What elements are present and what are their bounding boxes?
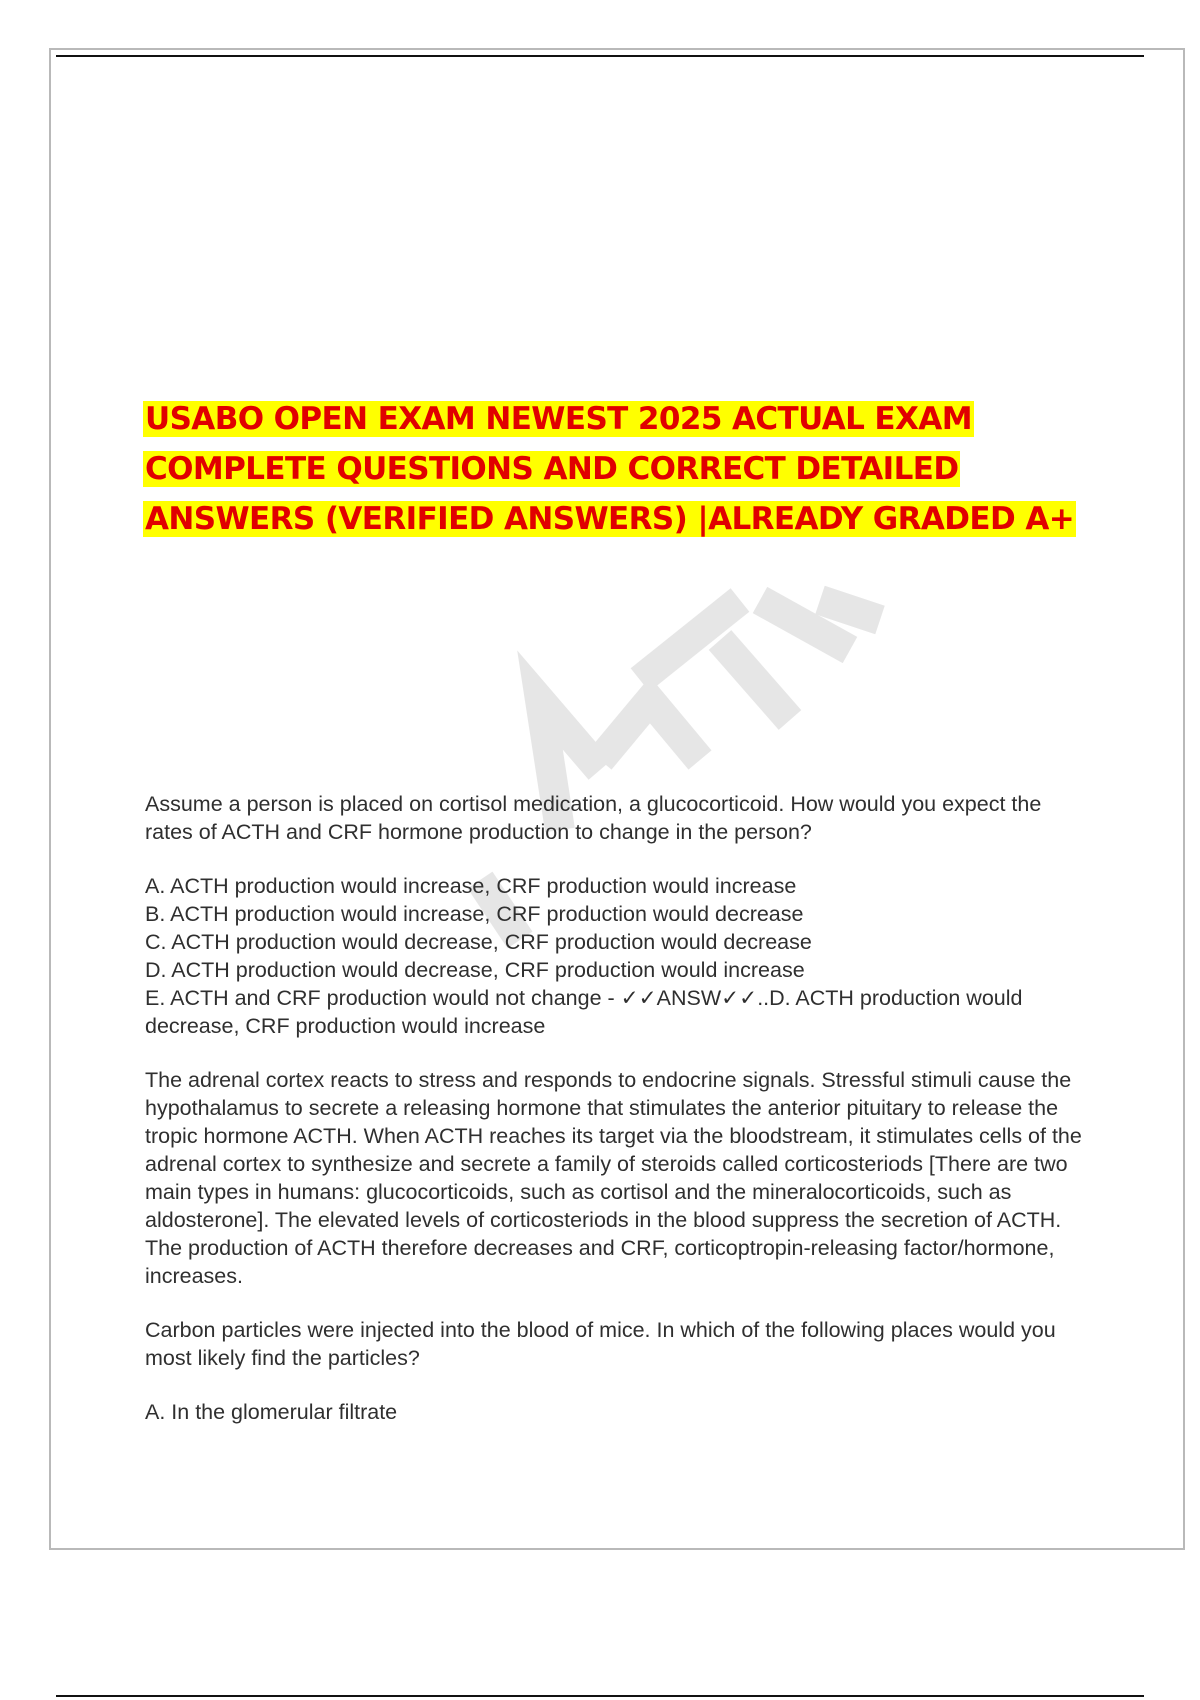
top-rule [56, 55, 1144, 57]
question-1-explanation: The adrenal cortex reacts to stress and responds to endocrine signals. Stressful stimuli cause the hypothalamus to secrete a releasing hormone that stimulates the anterior pituitary to release the tropic hormone ACTH. When ACTH reaches its target via the bloodstream, it stimulates cells of the adrenal cortex to synthesize and secrete a family of steroids called corticosteriods [There are two main types in humans: glucocorticoids, such as cortisol and the mineralocorticoids, such as aldosterone]. The elevated levels of corticosteriods in the blood suppress the secretion of ACTH. The production of ACTH therefore decreases and CRF, corticoptropin-releasing factor/hormone, increases. [145, 1068, 1082, 1288]
question-2-option-a: A. In the glomerular filtrate [145, 1400, 398, 1424]
title-highlight: USABO OPEN EXAM NEWEST 2025 ACTUAL EXAM COMPLETE QUESTIONS AND CORRECT DETAILED ANSWERS (VERIFIED ANSWERS) |ALREADY GRADED A+ [145, 401, 1075, 537]
document-body [145, 790, 1095, 1452]
bottom-rule [56, 1695, 1144, 1697]
question-1-option-d: D. ACTH production would decrease, CRF production would increase [145, 958, 805, 982]
question-1-option-b: B. ACTH production would increase, CRF production would decrease [145, 902, 804, 926]
question-1-stem: Assume a person is placed on cortisol medication, a glucocorticoid. How would you expect the rates of ACTH and CRF hormone production to change in the person? [145, 792, 1042, 844]
question-1-option-a: A. ACTH production would increase, CRF production would increase [145, 874, 797, 898]
document-title [143, 394, 1083, 544]
question-1-option-e-with-answer: E. ACTH and CRF production would not change - ✓✓ANSW✓✓..D. ACTH production would decrease, CRF production would increase [145, 986, 1023, 1038]
question-2-stem: Carbon particles were injected into the blood of mice. In which of the following places would you most likely find the particles? [145, 1318, 1056, 1370]
question-1-option-c: C. ACTH production would decrease, CRF production would decrease [145, 930, 812, 954]
question-2-options [145, 1398, 1095, 1426]
question-1-options [145, 872, 1095, 1040]
